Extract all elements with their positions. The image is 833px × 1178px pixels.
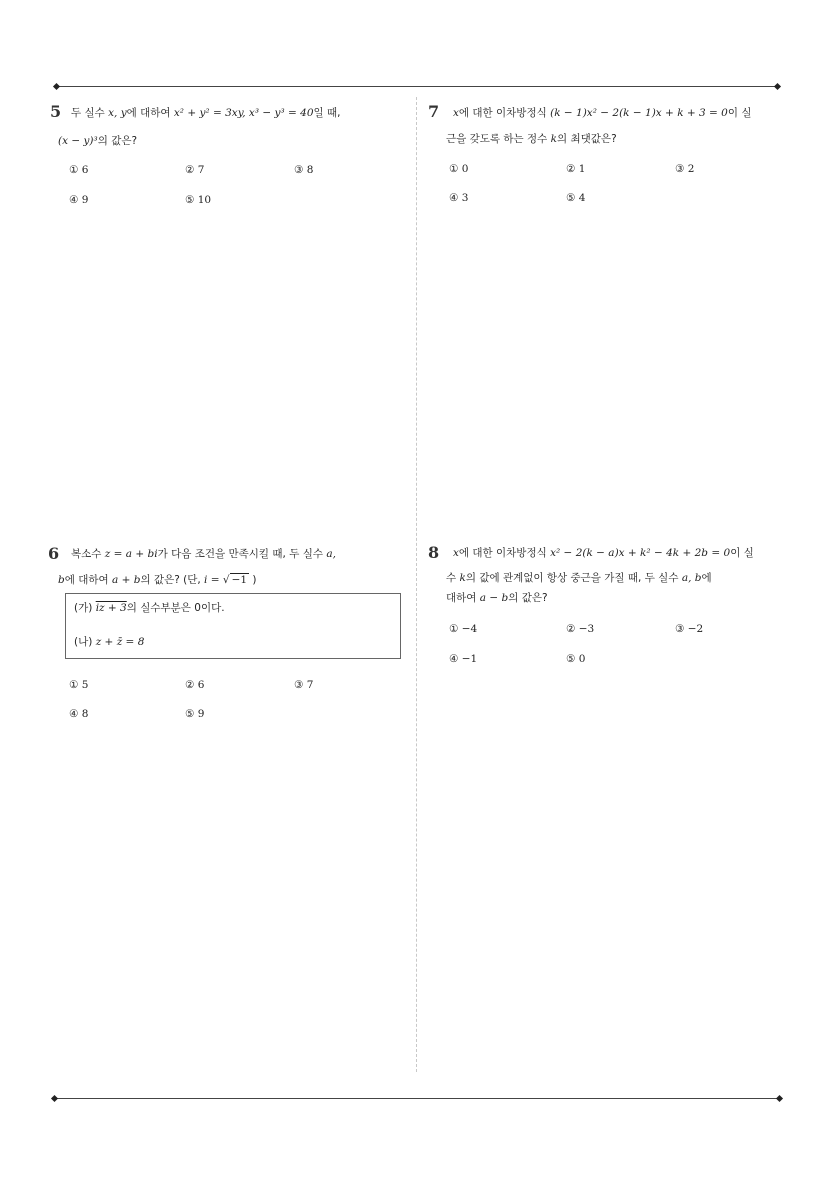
problem-text-2 — [58, 127, 137, 155]
problem-line-2: (x − y)³의 값은? — [58, 135, 138, 147]
problem-text-2 — [446, 125, 617, 153]
choice-2[interactable]: ② 1 — [566, 163, 586, 175]
choice-3[interactable]: ③ 8 — [294, 164, 314, 176]
choice-3[interactable]: ③ −2 — [675, 623, 704, 635]
choice-5[interactable]: ⑤ 0 — [566, 653, 586, 665]
problem-number: 7 — [428, 102, 440, 121]
choice-2[interactable]: ② 7 — [185, 164, 205, 176]
top-left-diamond — [53, 83, 60, 90]
top-right-diamond — [774, 83, 781, 90]
choice-3[interactable]: ③ 7 — [294, 679, 314, 691]
choice-3[interactable]: ③ 2 — [675, 163, 695, 175]
problem-line-1: x에 대한 이차방정식 (k − 1)x² − 2(k − 1)x + k + 3 = 0이 실 — [453, 107, 752, 119]
problem-text — [71, 99, 340, 127]
choice-4[interactable]: ④ 8 — [69, 708, 89, 720]
problem-line-1: 복소수 z = a + bi가 다음 조건을 만족시킬 때, 두 실수 a, — [71, 548, 336, 560]
condition-b: (나) z + z̄ = 8 — [74, 636, 145, 648]
choice-1[interactable]: ① 6 — [69, 164, 89, 176]
choice-4[interactable]: ④ 9 — [69, 194, 89, 206]
problem-text — [453, 99, 752, 127]
column-divider — [416, 97, 417, 1072]
choice-2[interactable]: ② −3 — [566, 623, 595, 635]
choice-5[interactable]: ⑤ 9 — [185, 708, 205, 720]
problem-number: 8 — [428, 543, 440, 562]
problem-line-3: 대하여 a − b의 값은? — [446, 592, 548, 604]
choice-4[interactable]: ④ −1 — [449, 653, 478, 665]
bottom-right-diamond — [776, 1095, 783, 1102]
condition-box — [65, 593, 401, 659]
bottom-left-diamond — [51, 1095, 58, 1102]
choice-1[interactable]: ① 5 — [69, 679, 89, 691]
problem-text — [453, 539, 754, 567]
problem-line-1: x에 대한 이차방정식 x² − 2(k − a)x + k² − 4k + 2b = 0이 실 — [453, 547, 754, 559]
problem-text-3 — [446, 584, 548, 612]
choice-1[interactable]: ① −4 — [449, 623, 478, 635]
problem-line-2: b에 대하여 a + b의 값은? (단, i = √ −1 ) — [58, 574, 257, 586]
condition-a: (가) iz + 3의 실수부분은 0이다. — [74, 602, 225, 614]
problem-text-2 — [58, 566, 257, 594]
choice-2[interactable]: ② 6 — [185, 679, 205, 691]
top-rule — [57, 86, 779, 87]
problem-number: 5 — [50, 102, 62, 121]
problem-line-2: 수 k의 값에 관계없이 항상 중근을 가질 때, 두 실수 a, b에 — [446, 572, 712, 584]
bottom-rule — [55, 1098, 779, 1099]
problem-line-2: 근을 갖도록 하는 정수 k의 최댓값은? — [446, 133, 617, 145]
problem-text — [71, 540, 336, 568]
choice-5[interactable]: ⑤ 4 — [566, 192, 586, 204]
choice-1[interactable]: ① 0 — [449, 163, 469, 175]
choice-4[interactable]: ④ 3 — [449, 192, 469, 204]
problem-line-1: 두 실수 x, y에 대하여 x² + y² = 3xy, x³ − y³ = 40일 때, — [71, 107, 341, 119]
problem-number: 6 — [48, 544, 60, 563]
choice-5[interactable]: ⑤ 10 — [185, 194, 212, 206]
